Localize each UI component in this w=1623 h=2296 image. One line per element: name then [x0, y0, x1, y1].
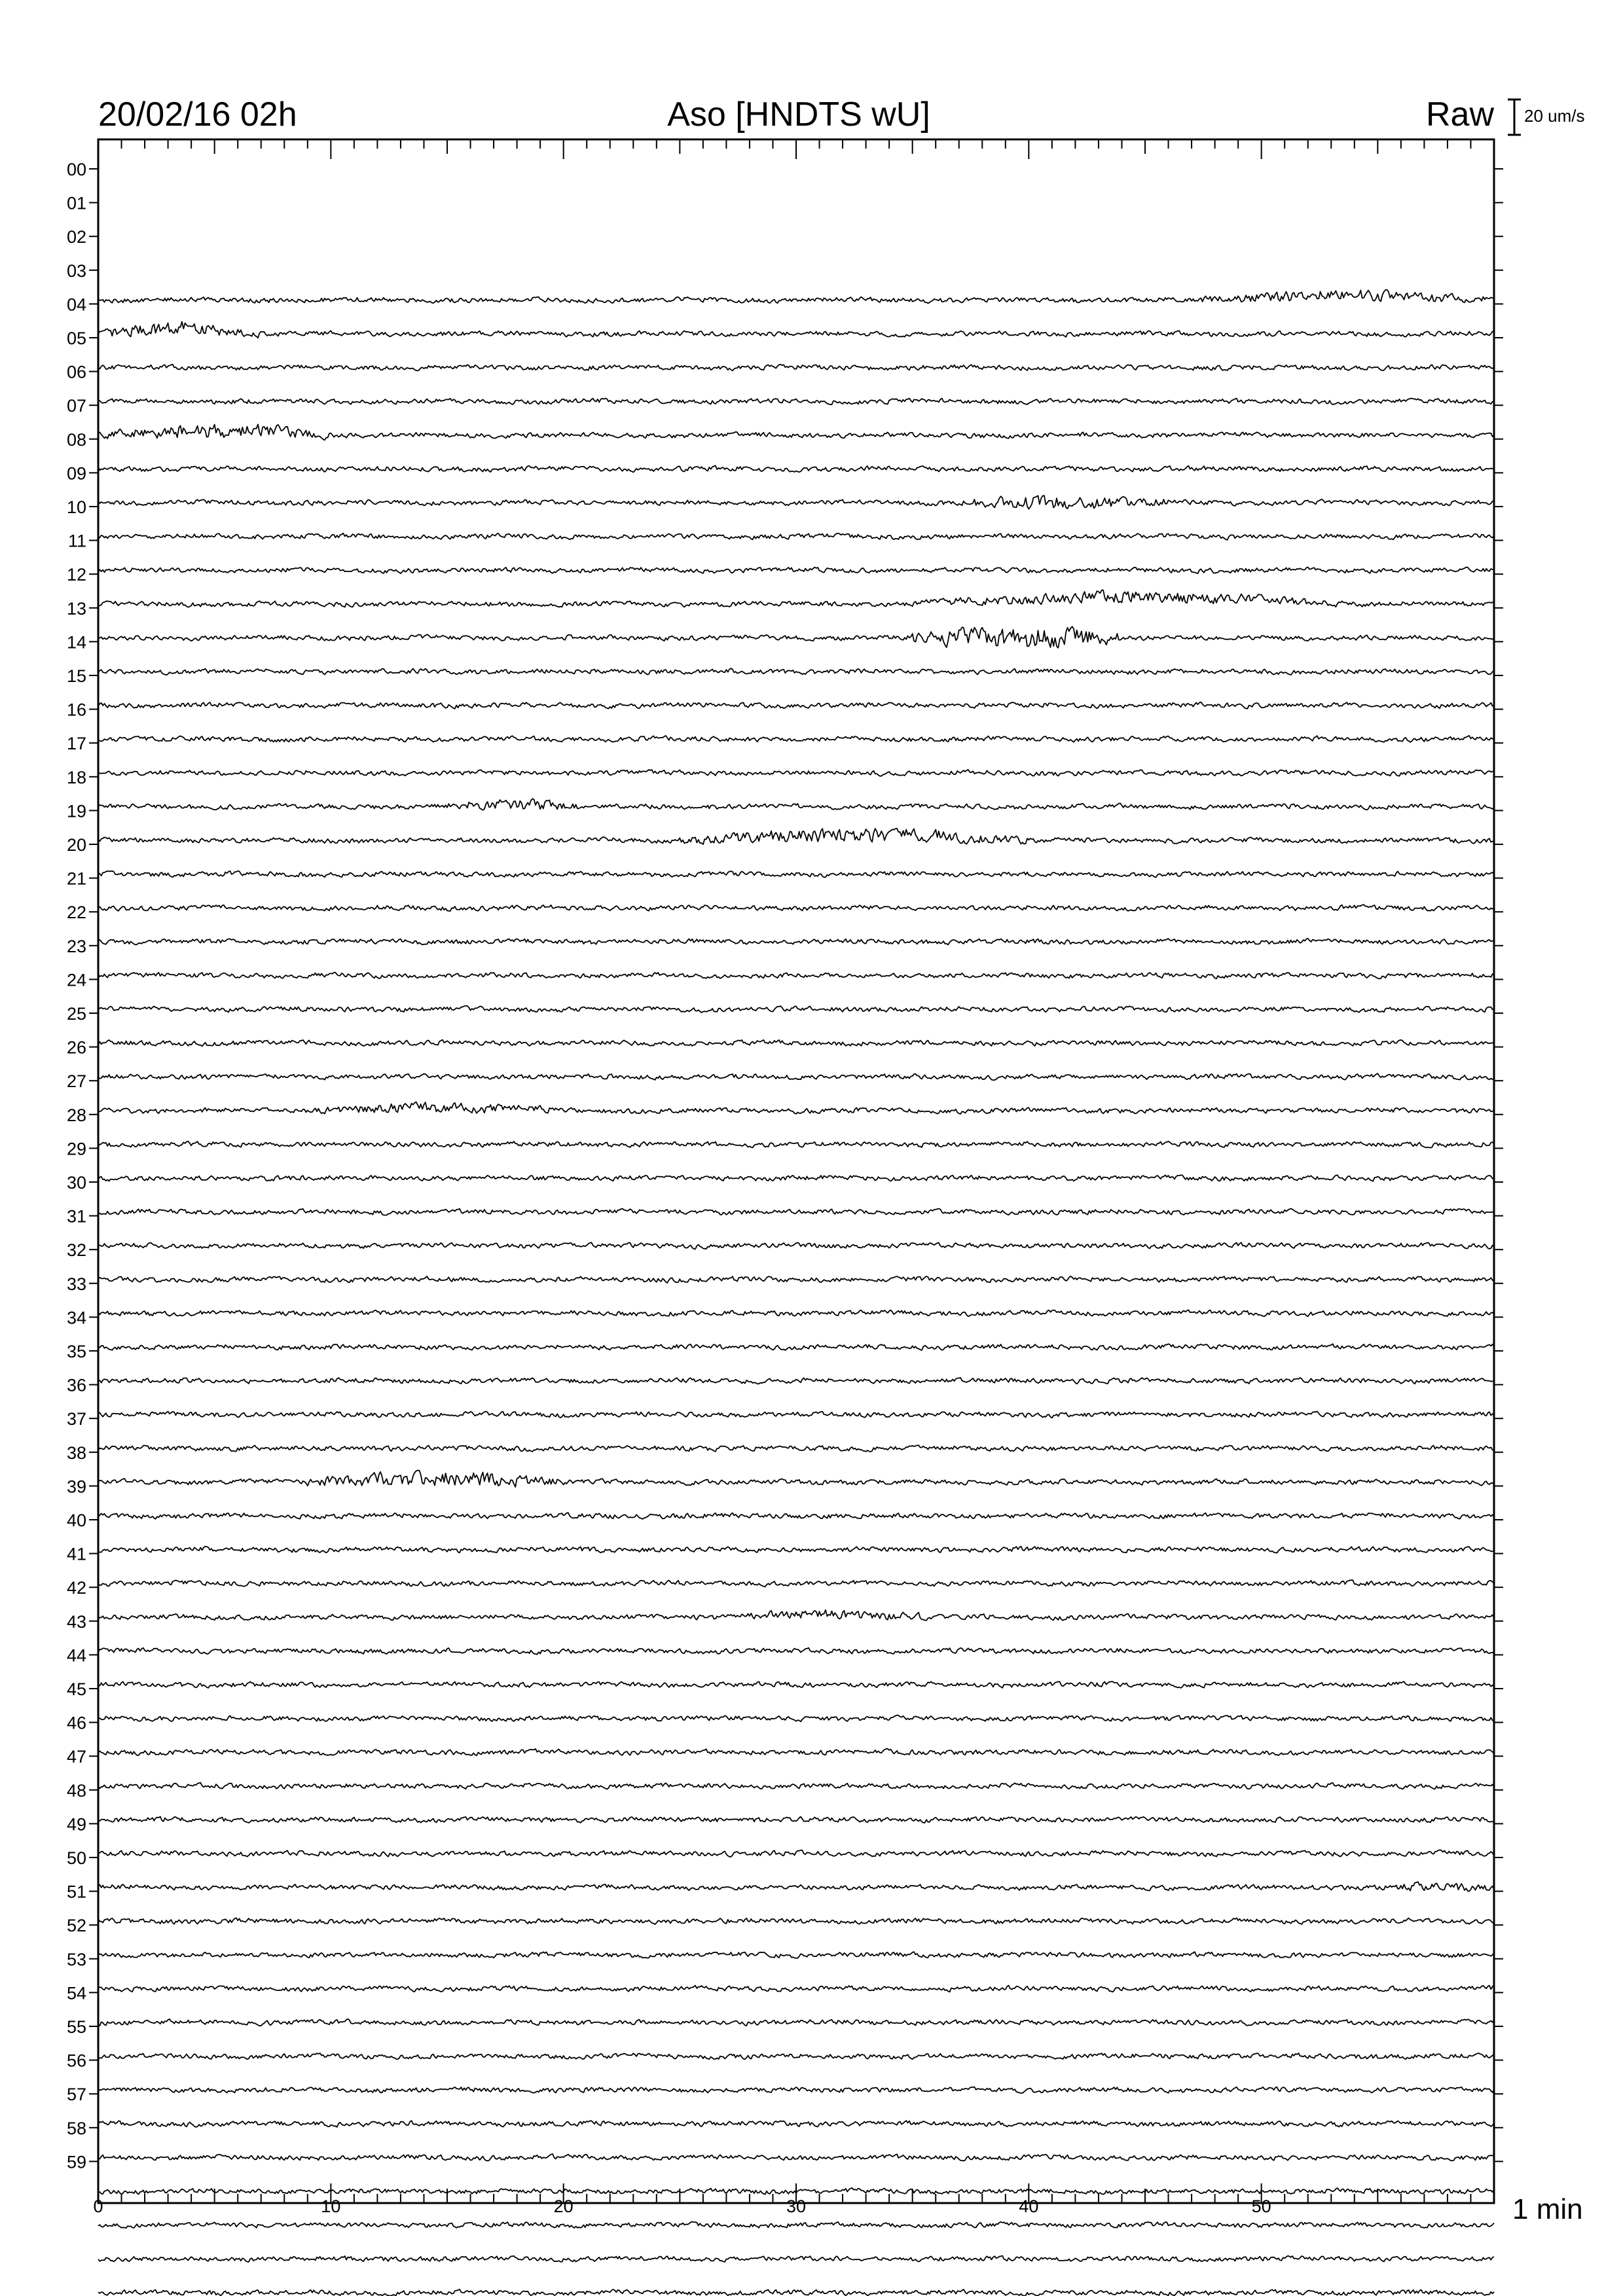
row-label: 52 — [66, 1916, 86, 1936]
trace-line — [98, 1471, 1494, 1487]
trace-line — [98, 626, 1494, 648]
trace-line — [98, 1276, 1494, 1283]
row-label: 46 — [66, 1713, 86, 1733]
row-label: 07 — [66, 396, 86, 416]
trace-line — [98, 798, 1494, 810]
trace-line — [98, 2154, 1494, 2161]
row-label: 56 — [66, 2051, 86, 2071]
row-label: 28 — [66, 1105, 86, 1125]
trace-line — [98, 465, 1494, 472]
row-label: 39 — [66, 1477, 86, 1497]
trace-line — [98, 1715, 1494, 1722]
row-label: 54 — [66, 1983, 86, 2003]
row-label: 32 — [66, 1240, 86, 1261]
trace-line — [98, 1344, 1494, 1350]
trace-line — [98, 1952, 1494, 1958]
row-label: 55 — [66, 2017, 86, 2037]
row-label: 34 — [66, 1308, 86, 1328]
trace-line — [98, 424, 1494, 440]
row-label: 19 — [66, 801, 86, 821]
trace-line — [98, 1749, 1494, 1755]
row-label: 48 — [66, 1780, 86, 1801]
x-axis-label: 1 min — [1512, 2193, 1583, 2225]
row-label: 08 — [66, 429, 86, 450]
row-ticks — [89, 169, 1503, 2161]
row-label: 04 — [66, 295, 86, 315]
trace-line — [98, 1175, 1494, 1181]
trace-line — [98, 1209, 1494, 1215]
trace-line — [98, 2087, 1494, 2093]
trace-line — [98, 1580, 1494, 1587]
trace-line — [98, 1102, 1494, 1114]
station-title: Aso [HNDTS wU] — [667, 96, 930, 134]
trace-line — [98, 533, 1494, 540]
trace-line — [98, 1411, 1494, 1418]
trace-line — [98, 871, 1494, 878]
trace-line — [98, 2289, 1494, 2296]
row-label: 22 — [66, 903, 86, 923]
x-tick-label: 20 — [553, 2197, 574, 2216]
x-tick-label: 10 — [321, 2197, 341, 2216]
date-hour-label: 20/02/16 02h — [98, 96, 297, 134]
trace-line — [98, 1817, 1494, 1823]
trace-line — [98, 702, 1494, 709]
row-label: 40 — [66, 1511, 86, 1530]
row-label: 45 — [66, 1679, 86, 1699]
row-label: 30 — [66, 1173, 86, 1193]
row-label: 18 — [66, 767, 86, 787]
trace-line — [98, 1040, 1494, 1047]
trace-line — [98, 1445, 1494, 1452]
x-tick-label: 0 — [93, 2197, 103, 2216]
trace-line — [98, 1681, 1494, 1688]
x-axis-ticks — [98, 139, 1494, 2203]
row-label: 23 — [66, 936, 86, 956]
trace-line — [98, 1882, 1494, 1892]
row-label: 16 — [66, 700, 86, 720]
row-label: 58 — [66, 2118, 86, 2138]
row-label: 15 — [66, 666, 86, 686]
trace-line — [98, 1073, 1494, 1080]
row-label: 51 — [66, 1882, 86, 1902]
row-label: 06 — [66, 362, 86, 382]
row-label: 05 — [66, 329, 86, 348]
amplitude-scale-label: 20 um/s — [1524, 106, 1585, 126]
row-label: 27 — [66, 1071, 86, 1092]
trace-line — [98, 2019, 1494, 2026]
row-label: 33 — [66, 1274, 86, 1294]
x-tick-label: 40 — [1019, 2197, 1039, 2216]
row-label: 12 — [66, 565, 86, 585]
trace-line — [98, 1547, 1494, 1553]
trace-line — [98, 1610, 1494, 1621]
trace-line — [98, 2222, 1494, 2229]
x-axis-tick-labels — [93, 2197, 1271, 2216]
row-label: 42 — [66, 1578, 86, 1598]
trace-line — [98, 905, 1494, 911]
row-label: 29 — [66, 1139, 86, 1159]
row-label: 38 — [66, 1443, 86, 1463]
trace-line — [98, 1513, 1494, 1519]
row-labels — [67, 160, 86, 2172]
trace-line — [98, 2053, 1494, 2059]
row-label: 17 — [66, 734, 86, 754]
waveform-traces — [98, 290, 1494, 2296]
row-label: 25 — [66, 1004, 86, 1024]
trace-line — [98, 495, 1494, 509]
trace-line — [98, 1850, 1494, 1857]
row-label: 49 — [66, 1814, 86, 1835]
trace-line — [98, 365, 1494, 371]
row-label: 31 — [66, 1206, 86, 1227]
trace-line — [98, 973, 1494, 979]
row-label: 20 — [66, 835, 86, 855]
row-label: 14 — [66, 632, 86, 653]
plot-frame — [98, 139, 1494, 2203]
trace-line — [98, 2121, 1494, 2127]
trace-line — [98, 2256, 1494, 2262]
trace-line — [98, 1141, 1494, 1148]
row-label: 43 — [66, 1611, 86, 1632]
trace-line — [98, 939, 1494, 945]
mode-label: Raw — [1425, 96, 1494, 134]
row-label: 11 — [67, 531, 86, 551]
row-label: 35 — [66, 1342, 86, 1361]
row-label: 21 — [66, 869, 86, 889]
trace-line — [98, 321, 1494, 338]
row-label: 03 — [66, 260, 86, 281]
trace-line — [98, 290, 1494, 304]
trace-line — [98, 1242, 1494, 1249]
row-label: 36 — [66, 1375, 86, 1395]
row-label: 26 — [66, 1037, 86, 1058]
x-tick-label: 50 — [1251, 2197, 1271, 2216]
trace-line — [98, 1310, 1494, 1317]
row-label: 59 — [66, 2152, 86, 2172]
row-label: 00 — [66, 160, 86, 179]
row-label: 50 — [66, 1848, 86, 1868]
row-label: 24 — [66, 970, 86, 990]
row-label: 02 — [66, 227, 86, 247]
row-label: 47 — [66, 1747, 86, 1767]
row-label: 53 — [66, 1949, 86, 1969]
row-label: 57 — [66, 2085, 86, 2105]
trace-line — [98, 736, 1494, 742]
trace-line — [98, 1918, 1494, 1924]
trace-line — [98, 770, 1494, 776]
row-label: 01 — [66, 193, 86, 213]
trace-line — [98, 668, 1494, 675]
trace-line — [98, 1648, 1494, 1655]
trace-line — [98, 1006, 1494, 1013]
trace-line — [98, 1783, 1494, 1789]
row-label: 37 — [66, 1409, 86, 1429]
x-tick-label: 30 — [786, 2197, 807, 2216]
amplitude-scale-bar — [1508, 99, 1521, 135]
trace-line — [98, 1378, 1494, 1384]
row-label: 41 — [66, 1544, 86, 1564]
trace-line — [98, 1986, 1494, 1992]
trace-line — [98, 829, 1494, 844]
row-label: 09 — [66, 463, 86, 484]
row-label: 44 — [66, 1645, 86, 1666]
trace-line — [98, 399, 1494, 405]
row-label: 13 — [66, 598, 86, 619]
row-label: 10 — [66, 497, 86, 517]
trace-line — [98, 590, 1494, 607]
trace-line — [98, 567, 1494, 574]
